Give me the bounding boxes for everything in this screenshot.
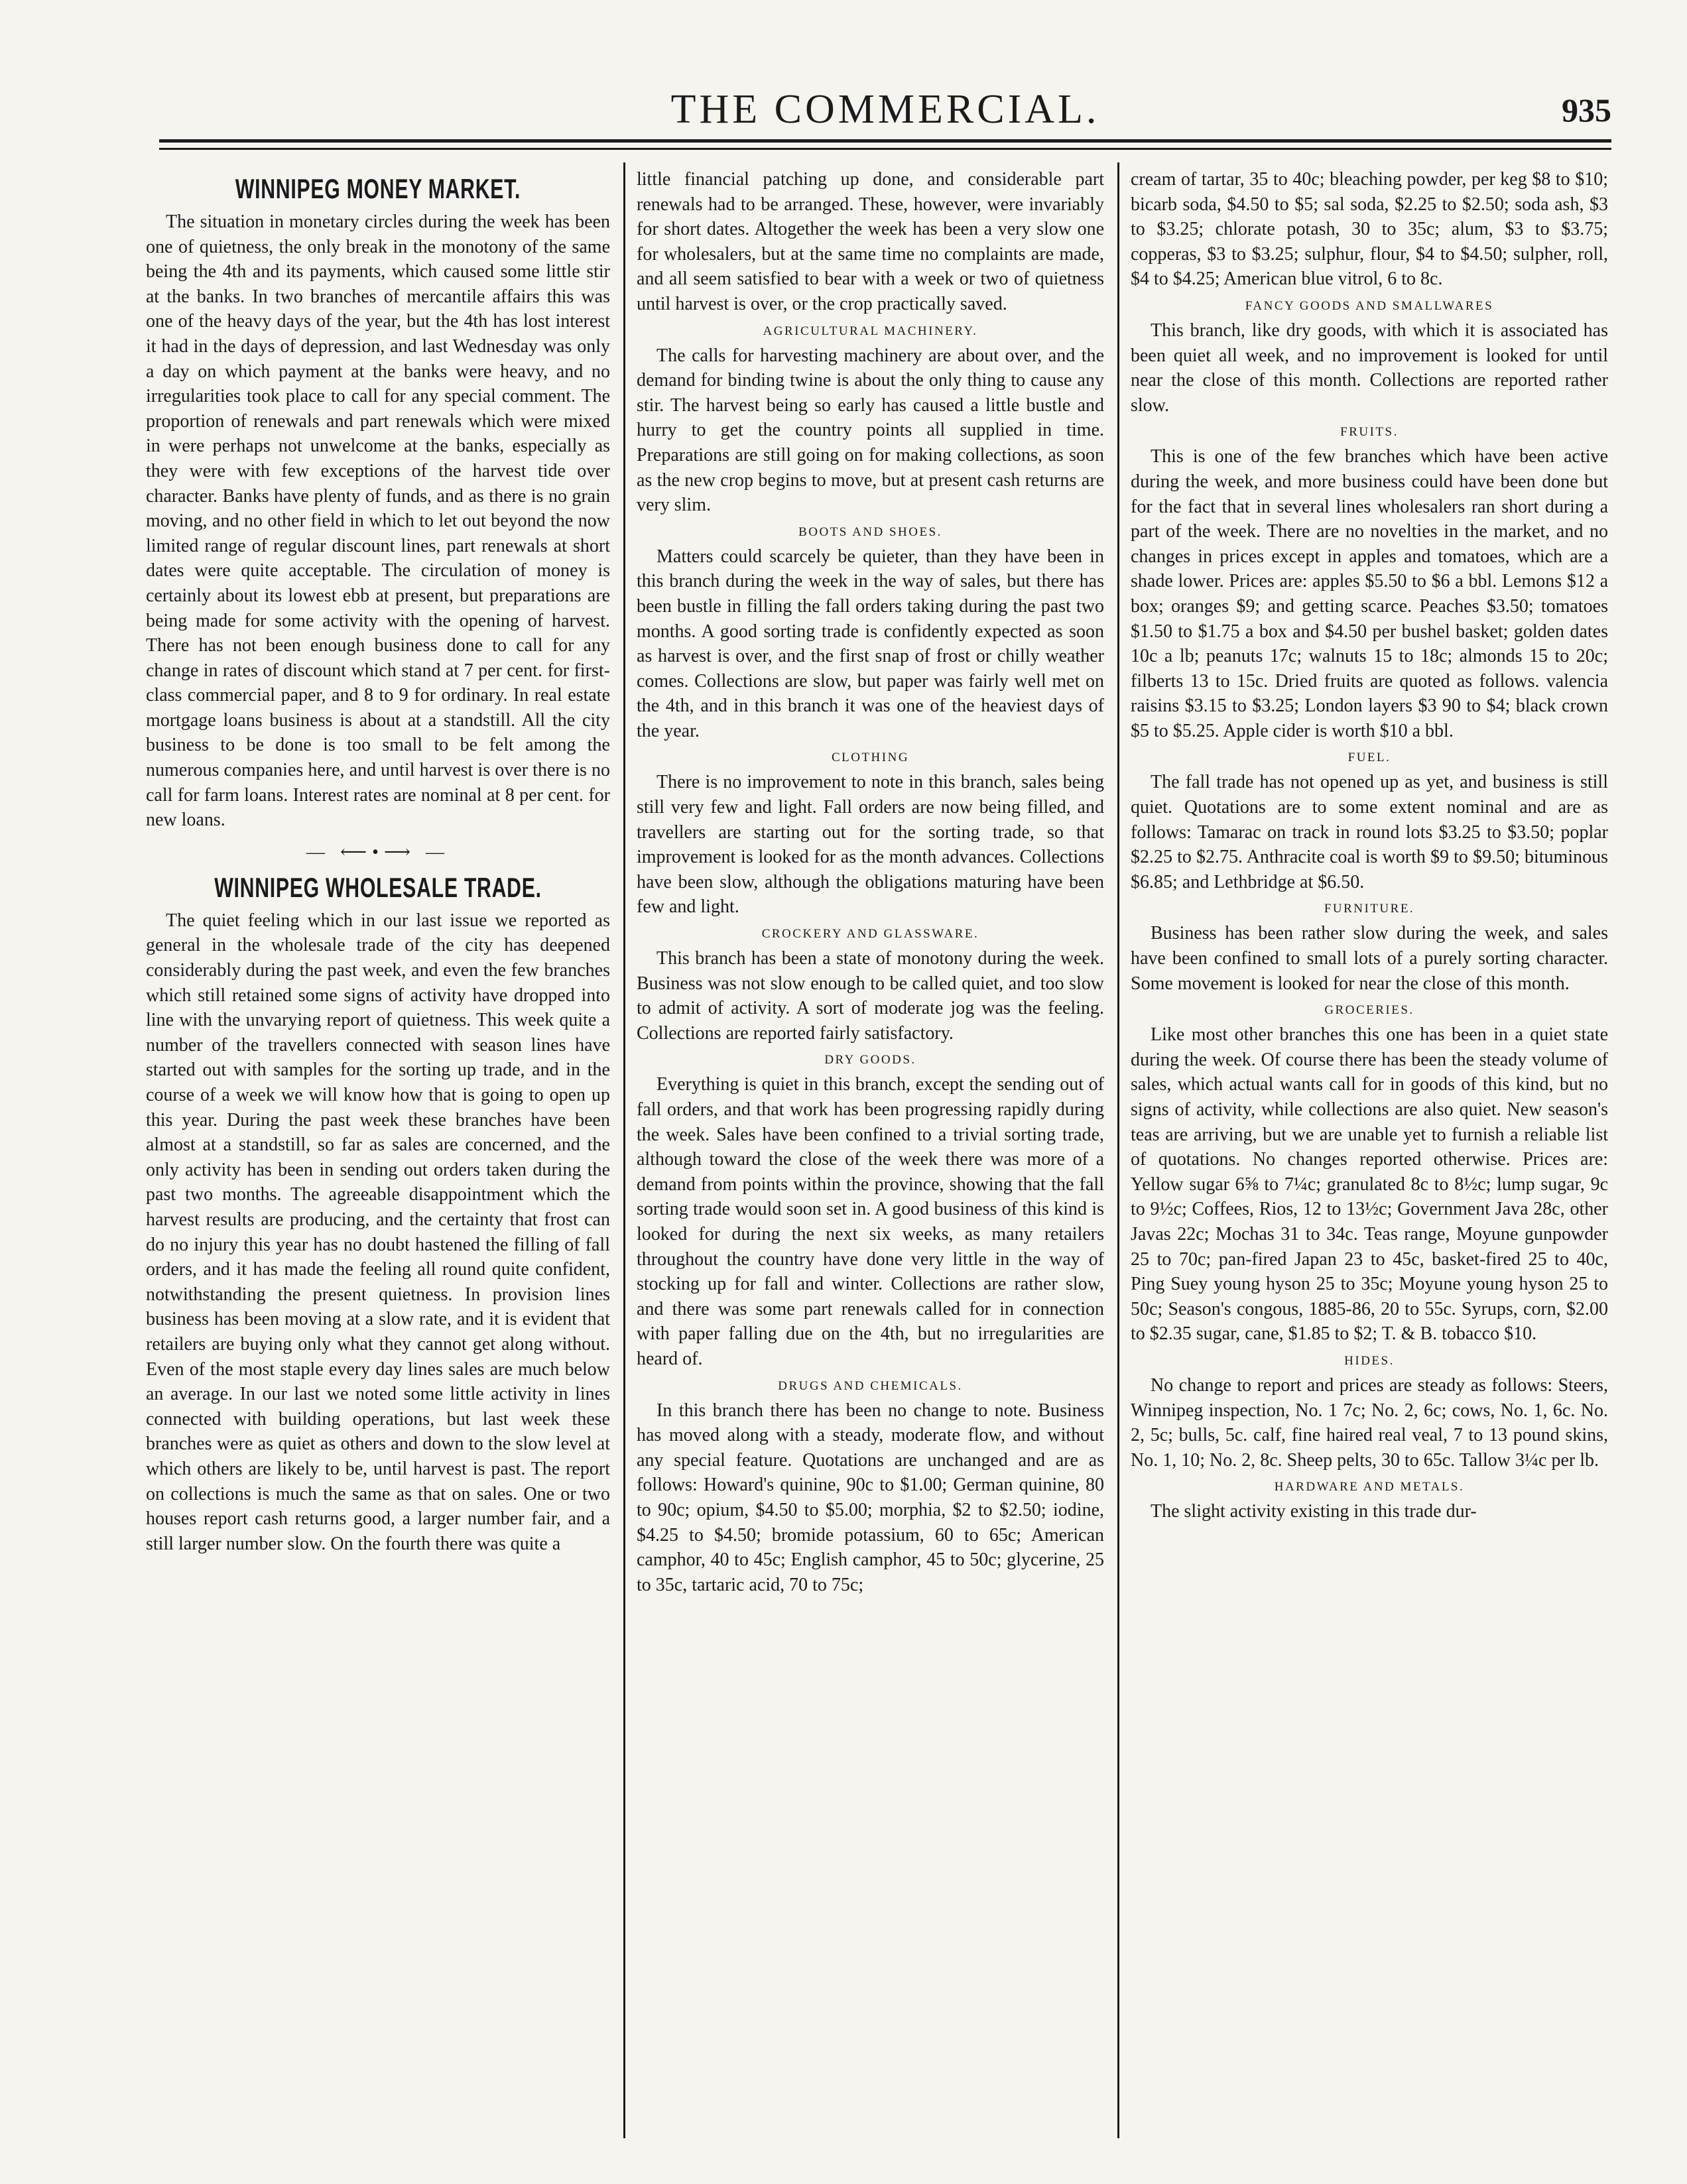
- hides-body: No change to report and prices are steady as follows: Steers, Winnipeg inspection, No. 1 7c; No. 2, 6c; cows, No. 1, 6c. No. 2, 5c; bulls, 5c. calf, fine haired real veal, 7 to 13 pound skins, No. 1, 10; No. 2, 8c. Sheep pelts, 30 to 65c. Tallow 3¼c per lb.: [1131, 1374, 1608, 1471]
- wholesale-trade-heading: WINNIPEG WHOLESALE TRADE.: [214, 871, 542, 903]
- dry-goods-body: Everything is quiet in this branch, except the sending out of fall orders, and that work has been progressing rapidly during the week. Sales have been confined to a trivial sorting trade, although toward the close of the week there was more of a demand from points within the province, showing that the fall sorting trade would soon set in. A good business of this kind is looked for during the next six weeks, as many retailers throughout the country have done very little in the way of stocking up for fall and winter. Collections are rather slow, and there was some part renewals called for in connection with paper falling due on the 4th, but no irregularities are heard of.: [637, 1074, 1104, 1369]
- wholesale-continuation: little financial patching up done, and considerable part renewals had to be arranged. These, however, were invariably for short dates. Altogether the week has been a very slow one for wholesalers, but at the same time no complaints are made, and all seem satisfied to bear with a week or two of quietness until harvest is over, or the crop practically saved.: [637, 169, 1104, 314]
- agricultural-machinery-body: The calls for harvesting machinery are about over, and the demand for binding twine is about the only thing to cause any stir. The harvest being so early has caused a little bustle and hurry to get the country points all supplied in time. Preparations are still going on for making collections, as soon as the new crop begins to move, but at present cash returns are very slim.: [637, 345, 1104, 516]
- fruits-heading: FRUITS.: [1340, 425, 1399, 440]
- groceries-heading: GROCERIES.: [1324, 1003, 1414, 1018]
- crockery-body: This branch has been a state of monotony during the week. Business was not slow enough to be called quiet, and too slow to admit of activity. A sort of moderate jog was the feeling. Collections are reported fairly satisfactory.: [637, 948, 1104, 1044]
- column-1: [146, 167, 610, 2135]
- drugs-heading: DRUGS AND CHEMICALS.: [778, 1378, 963, 1393]
- money-market-body: The situation in monetary circles during the week has been one of quietness, the only break in the monotony of the same being the 4th and its payments, which caused some little stir at the banks. In two branches of mercantile affairs this was one of the heavy days of the year, but the 4th has lost interest it had in the days of depression, and last Wednesday was only a day on which payment at the banks were heavy, and no irregularities took place to call for any special comment. The proportion of renewals and part renewals which were mixed in were perhaps not unwelcome at the banks, especially as they were with few exceptions of the harvest tide over character. Banks have plenty of funds, and as there is no grain moving, and no other field in which to let out beyond the now limited range of regular discount lines, part renewals at short dates were quite acceptable. The circulation of money is certainly about its lowest ebb at present, but preparations are being made for some activity with the opening of harvest. There has not been enough business done to call for any change in rates of discount which stand at 7 per cent. for first-class commercial paper, and 8 to 9 for ordinary. In real estate mortgage loans business is about at a standstill. All the city business to be done is too small to be felt among the numerous companies here, and until harvest is over there is no call for farm loans. Interest rates are nominal at 8 per cent. for new loans.: [146, 212, 610, 831]
- money-market-heading: WINNIPEG MONEY MARKET.: [235, 173, 521, 204]
- furniture-heading: FURNITURE.: [1324, 902, 1415, 916]
- groceries-body: Like most other branches this one has been in a quiet state during the week. Of course there has been the steady volume of sales, which actual wants call for in goods of this kind, but no signs of activity, while collections are also quiet. New season's teas are arriving, but we are unable yet to furnish a reliable list of quotations. No changes reported otherwise. Prices are: Yellow sugar 6⅝ to 7¼c; granulated 8c to 8½c; lump sugar, 9c to 9½c; Coffees, Rios, 12 to 13½c; Government Java 28c, other Javas 22c; Mochas 31 to 34c. Teas range, Moyune gunpowder 25 to 70c; pan-fired Japan 23 to 45c, basket-fired 25 to 40c, Ping Suey young hyson 25 to 35c; Moyune young hyson 25 to 50c; Season's congous, 1885-86, 20 to 55c. Syrups, corn, $2.00 to $2.35 sugar, cane, $1.85 to $2; T. & B. tobacco $10.: [1131, 1024, 1608, 1345]
- masthead: [159, 80, 1611, 139]
- dry-goods-heading: DRY GOODS.: [824, 1053, 916, 1067]
- hardware-heading: HARDWARE AND METALS.: [1274, 1480, 1465, 1494]
- fruits-body: This is one of the few branches which have been active during the week, and more business could have been done but for the fact that in several lines wholesalers ran short during a part of the week. There are no novelties in the market, and no changes in prices except in apples and tomatoes, which are a shade lower. Prices are: apples $5.50 to $6 a bbl. Lemons $12 a box; oranges $9; and getting scarce. Peaches $3.50; tomatoes $1.50 to $1.75 a box and $4.50 per bushel basket; golden dates 10c a lb; peanuts 17c; walnuts 15 to 18c; almonds 15 to 20c; filberts 13 to 15c. Dried fruits are quoted as follows. valencia raisins $3.15 to $3.25; London layers $3 90 to $4; black crown $5 to $5.25. Apple cider is worth $10 a bbl.: [1131, 446, 1608, 741]
- column-divider-1: [623, 162, 625, 2138]
- column-divider-2: [1117, 162, 1119, 2138]
- hardware-body: The slight activity existing in this trade dur-: [1151, 1501, 1477, 1522]
- fancy-goods-heading: FANCY GOODS AND SMALLWARES: [1245, 298, 1494, 313]
- column-3: [1131, 167, 1608, 2135]
- boots-and-shoes-heading: BOOTS AND SHOES.: [798, 524, 942, 539]
- drugs-body: In this branch there has been no change to note. Business has moved along with a steady, moderate flow, and without any special feature. Quotations are unchanged and are as follows: Howard's quinine, 90c to $1.00; German quinine, 80 to 90c; opium, $4.50 to $5.00; morphia, $2 to $2.50; iodine, $4.25 to $4.50; bromide potassium, 60 to 65c; American camphor, 40 to 45c; English camphor, 45 to 50c; glycerine, 25 to 35c, tartaric acid, 70 to 75c;: [637, 1400, 1104, 1595]
- boots-and-shoes-body: Matters could scarcely be quieter, than they have been in this branch during the week in the way of sales, but there has been bustle in filling the fall orders taking during the past two months. A good sorting trade is confidently expected as soon as harvest is over, and the first snap of frost or chilly weather comes. Collections are slow, but paper was fairly well met on the 4th, and in this branch it was one of the heaviest days of the year.: [637, 546, 1104, 741]
- clothing-heading: CLOTHING: [831, 751, 910, 765]
- furniture-body: Business has been rather slow during the week, and sales have been confined to small lots of a purely sorting character. Some movement is looked for near the close of this month.: [1131, 923, 1608, 994]
- crockery-heading: CROCKERY AND GLASSWARE.: [761, 927, 979, 941]
- drugs-continuation: cream of tartar, 35 to 40c; bleaching powder, per keg $8 to $10; bicarb soda, $4.50 to $5; sal soda, $2.25 to $2.50; soda ash, $3 to $3.25; chlorate potash, 30 to 35c; alum, $3 to $3.75; copperas, $3 to $3.25; sulphur, flour, $4 to $4.50; sulpher, roll, $4 to $4.25; American blue vitrol, 6 to 8c.: [1131, 169, 1608, 290]
- hides-heading: HIDES.: [1344, 1353, 1395, 1368]
- article-separator: — ⟵•⟶ —: [306, 841, 450, 863]
- agricultural-machinery-heading: AGRICULTURAL MACHINERY.: [763, 324, 978, 338]
- newspaper-title: THE COMMERCIAL.: [670, 87, 1100, 132]
- fuel-body: The fall trade has not opened up as yet, and business is still quiet. Quotations are to some extent nominal and are as follows: Tamarac on track in round lots $3.25 to $3.50; poplar $2.25 to $2.75. Anthracite coal is worth $9 to $9.50; bituminous $6.85; and Lethbridge at $6.50.: [1131, 772, 1608, 892]
- page-number: 935: [1562, 91, 1611, 129]
- fancy-goods-body: This branch, like dry goods, with which it is associated has been quiet all week, and no improvement is looked for until near the close of this month. Collections are reported rather slow.: [1131, 320, 1608, 416]
- fuel-heading: FUEL.: [1347, 751, 1391, 765]
- column-2: [637, 167, 1104, 2135]
- wholesale-trade-body: The quiet feeling which in our last issue we reported as general in the wholesale trade of the city has deepened considerably during the past week, and even the few branches which still retained some signs of activity have dropped into line with the unvarying report of quietness. This week quite a number of the travellers connected with season lines have started out with samples for the sorting up trade, and in the course of a week we will know how that is going to open up this year. During the past week these branches have been almost at a standstill, so far as sales are concerned, and the only activity has been in sending out orders taken during the past two months. The agreeable disappointment which the harvest results are producing, and the certainty that frost can do no injury this year has no doubt hastened the filling of fall orders, and it has made the feeling all round quite confident, notwithstanding the present quietness. In provision lines business has been moving at a slow rate, and it is evident that retailers are buying only what they cannot get along without. Even of the most staple every day lines sales are much below an average. In our last we noted some little activity in lines connected with building operations, but last week these branches were as quiet as others and down to the slow level at which others are likely to be, until harvest is past. The report on collections is much the same as that on sales. One or two houses report cash returns good, a larger number fair, and a still larger number slow. On the fourth there was quite a: [146, 910, 610, 1554]
- clothing-body: There is no improvement to note in this branch, sales being still very few and light. Fall orders are now being filled, and travellers are starting out for the sorting trade, so that improvement is looked for as the month advances. Collections have been slow, although the obligations maturing have been few and light.: [637, 772, 1104, 918]
- header-rule-thick: [159, 139, 1611, 143]
- header-rule-thin: [159, 148, 1611, 150]
